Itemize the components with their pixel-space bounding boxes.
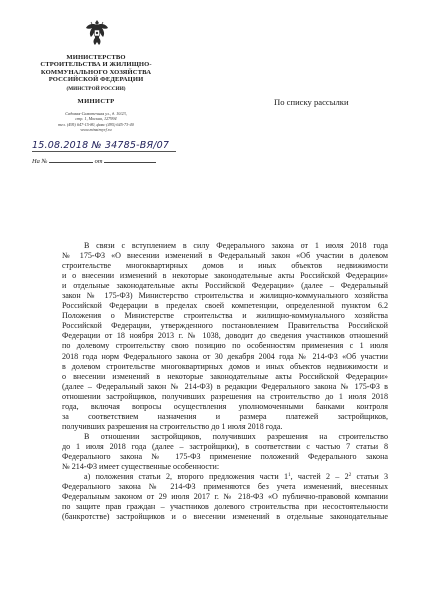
ministry-name: МИНИСТЕРСТВО СТРОИТЕЛЬСТВА И ЖИЛИЩНО- КОММУНАЛЬНОГО ХОЗЯЙСТВА РОССИЙСКОЙ ФЕДЕРАЦИИ (40, 54, 152, 84)
paragraph-2: В отношении застройщиков, получивших разрешения на строительство до 1 июля 2018 года (далее – застройщики), в соответствии с частью 7 статьи 8 Федерального закона № 175-ФЗ применение положений Федерального закона № 214-ФЗ имеет существенные особенности: (62, 431, 388, 472)
ref-number-blank (49, 157, 93, 163)
letter-body (62, 241, 388, 522)
registration-underline (32, 151, 176, 152)
reference-row (32, 157, 156, 165)
paragraph-3: а) положения статьи 2, второго предложения части $1^1$, частей $2 - 2^2$ статьи 3 Федерального закона № 214-ФЗ применяются без учета изменений, внесенных Федеральным законом от 29 июля 2017 г. № 218-ФЗ «О публично-правовой компании по защите прав граждан – участников долевого строительства при несостоятельности (банкротстве) застройщиков и о внесении изменений в отдельные законодательные (62, 472, 388, 522)
paragraph-3-first-line: а) положения статьи 2, второго предложения части $1^1$, частей $2 - 2^2$ статьи 3 (84, 472, 388, 482)
recipient-line: По списку рассылки (274, 97, 349, 107)
ministry-address: Садовая-Самотечная ул., д. 10/23, стр. 1, Москва, 127994 тел. (495) 647-15-80, факс (495) 645-73-40 www.minstroyrf.ru (58, 111, 134, 133)
ref-date-blank (104, 157, 156, 163)
ministry-abbreviation: (МИНСТРОЙ РОССИИ) (66, 86, 126, 92)
minister-title: МИНИСТР (77, 98, 115, 105)
paragraph-1: В связи с вступлением в силу Федерального закона от 1 июля 2018 года № 175-ФЗ «О внесении изменений в Федеральный закон «Об участии в долевом строительстве многоквартирных домов и иных объектов недвижимости и о внесении изменений в некоторые законодательные акты Российской Федерации» и отдельные законодательные акты Российской Федерации» (далее – Федеральный закон № 175-ФЗ) Министерство строительства и жилищно-коммунального хозяйства Российской Федерации в пределах своей компетенции, определенной пунктом 6.2 Положения о Министерстве строительства и жилищно-коммунального хозяйства Российской Федерации, утвержденного постановлением Правительства Российской Федерации от 18 ноября 2013 г. № 1038, доводит до сведения участников отношений по долевому строительству свою позицию по особенностям применения с 1 июля 2018 года норм Федерального закона от 30 декабря 2004 года № 214-ФЗ «Об участии в долевом строительстве многоквартирных домов и иных объектов недвижимости и о внесении изменений в некоторые законодательные акты Российской Федерации» (далее – Федеральный закон № 214-ФЗ) в редакции Федерального закона № 175-ФЗ в отношении застройщиков, получивших разрешения на строительство до 1 июля 2018 года, включая вопросы осуществления уполномоченными банками контроля за соответствием назначения и размера платежей застройщиков, получивших разрешения на строительство до 1 июля 2018 года. (62, 241, 388, 431)
coat-of-arms-emblem (84, 18, 110, 48)
ref-from-label: от (94, 158, 103, 165)
ref-number-label: На № (32, 158, 48, 165)
registration-number-handwritten: 15.08.2018 № 34785-ВЯ/07 (32, 140, 170, 151)
